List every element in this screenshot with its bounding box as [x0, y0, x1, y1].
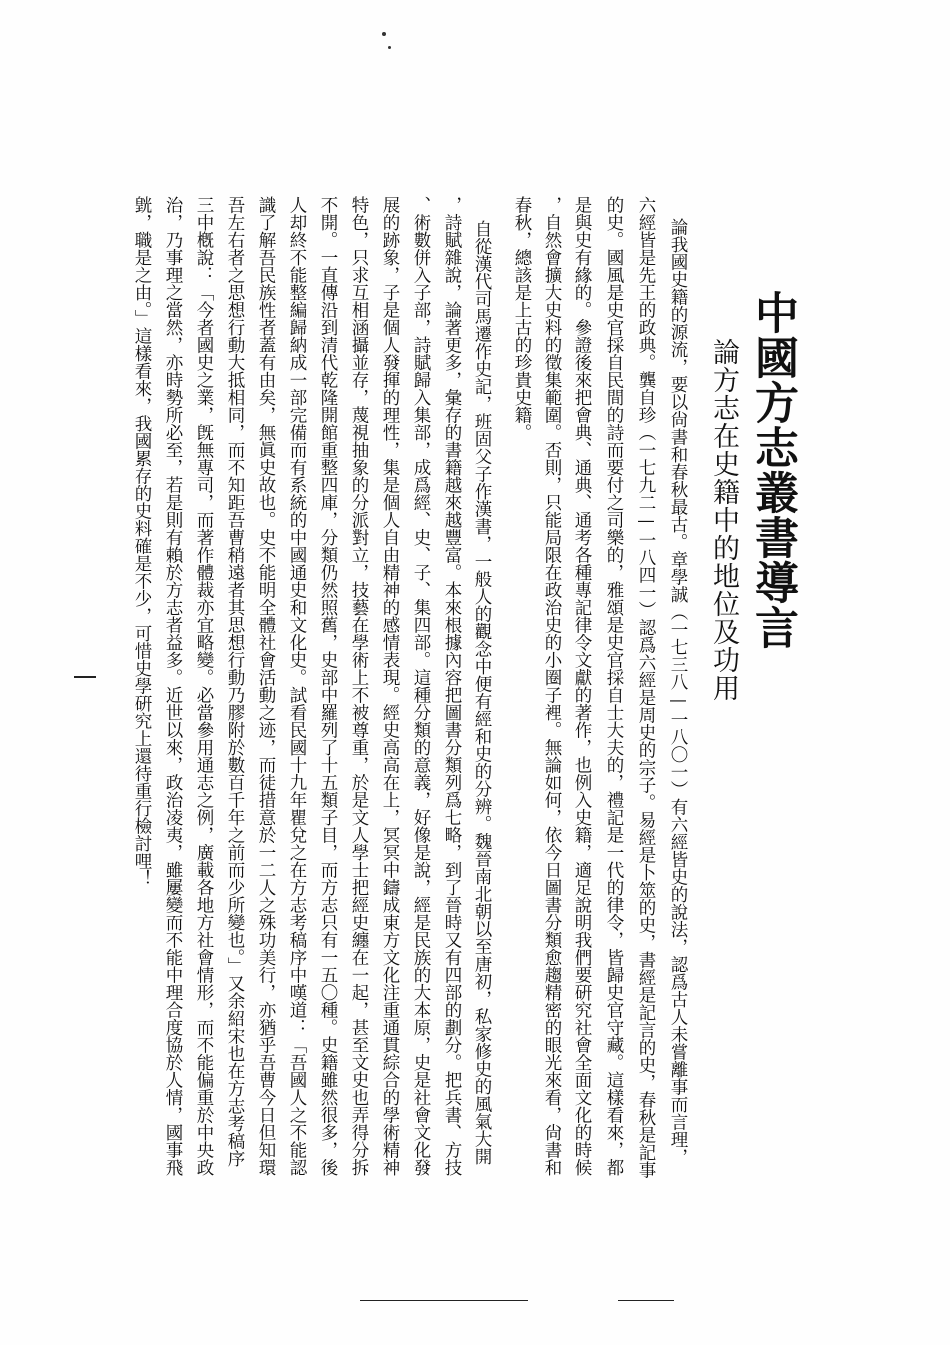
body-column-11: 特色，只求互相涵攝並存，蔑視抽象的分派對立，技藝在學術上不被尊重，於是文人學士把經史纏在一起，甚至文史也弄得分拆	[349, 196, 369, 1176]
body-column-18: 皝，職是之由。」這樣看來，我國累存的史料確是不少，可惜史學硏究上還待重行檢討哩！	[132, 196, 152, 888]
body-column-9: 、術數併入子部，詩賦歸入集部，成爲經、史、子、集四部。這種分類的意義，好像是說，經是民族的大本原，史是社會文化發	[411, 196, 431, 1176]
body-column-4: 是與史有緣的。參證後來把會典、通典、通考各種專記律令文獻的著作，也例入史籍，適足說明我們要硏究社會全面文化的時候	[572, 196, 592, 1176]
body-column-1: 論我國史籍的源流，要以尙書和春秋最古。章學誠（一七三八—一八〇一）有六經皆史的說法，認爲古人未嘗離事而言理，	[668, 218, 688, 1166]
body-column-2: 六經皆是先王的政典。龔自珍（一七九二—一八四一）認爲六經是周史的宗子。易經是卜筮的史，書經是記言的史，春秋是記事	[636, 196, 656, 1179]
bottom-rule-right	[618, 1300, 674, 1301]
body-column-12: 不開。一直傳沿到清代乾隆開館重整四庫，分類仍然照舊，史部中羅列了十五類子目，而方志只有一五〇種。史籍雖然很多，後	[318, 196, 338, 1176]
body-column-6: 春秋，總該是上古的珍貴史籍。	[512, 196, 532, 441]
scan-speck	[382, 32, 386, 36]
body-column-3: 的史。國風是史官採自民間的詩而要付之司樂的，雅頌是史官採自士大夫的，禮記是一代的律令，皆歸史官守藏。這樣看來，都	[604, 196, 624, 1176]
bottom-rule	[360, 1300, 528, 1301]
body-column-7: 自從漢代司馬遷作史記，班固父子作漢書，一般人的觀念中便有經和史的分辨。魏晉南北朝以至唐初，私家修史的風氣大開	[472, 220, 492, 1165]
body-column-5: ，自然會擴大史料的徵集範圍。否則，只能局限在政治史的小圈子裡。無論如何，依今日圖書分類愈趨精密的眼光來看，尙書和	[542, 196, 562, 1176]
body-column-10: 展的跡象，子是個人發揮的理性，集是個人自由精神的感情表現。經史高高在上，冥冥中鑄成東方文化注重通貫綜合的學術精神	[380, 196, 400, 1176]
body-column-8: ，詩賦雜說，論著更多，彙存的書籍越來越豐富。本來根據內容把圖書分類列爲七略，到了晉時又有四部的劃分。把兵書、方技	[442, 196, 462, 1176]
body-column-15: 吾左右者之思想行動大抵相同，而不知距吾曹稍遠者其思想行動乃膠附於數百千年之前而少所變也。」又余紹宋也在方志考稿序	[225, 196, 245, 1168]
page-subtitle: 論方志在史籍中的地位及功用	[708, 338, 739, 702]
body-column-14: 識了解吾民族性者蓋有由矣，無眞史故也。史不能明全體社會活動之迹，而徒措意於一二人之殊功美行，亦猶乎吾曹今日但知環	[256, 196, 276, 1176]
body-column-16: 三中槪說：「今者國史之業，旣無專司，而著作體裁亦宜略變。必當參用通志之例，廣載各地方社會情形，而不能偏重於中央政	[194, 196, 214, 1176]
body-column-17: 治，乃事理之當然，亦時勢所必至，若是則有賴於方志者益多。近世以來，政治凌夷，雖屢變而不能中理合度協於人情，國事飛	[163, 196, 183, 1176]
page-title: 中國方志叢書導言	[747, 290, 798, 650]
margin-mark	[74, 676, 96, 678]
body-column-13: 人却終不能整編歸納成一部完備而有系統的中國通史和文化史。試看民國十九年瞿兌之在方志考稿序中嘆道：「吾國人之不能認	[287, 196, 307, 1176]
scan-speck	[388, 46, 391, 49]
